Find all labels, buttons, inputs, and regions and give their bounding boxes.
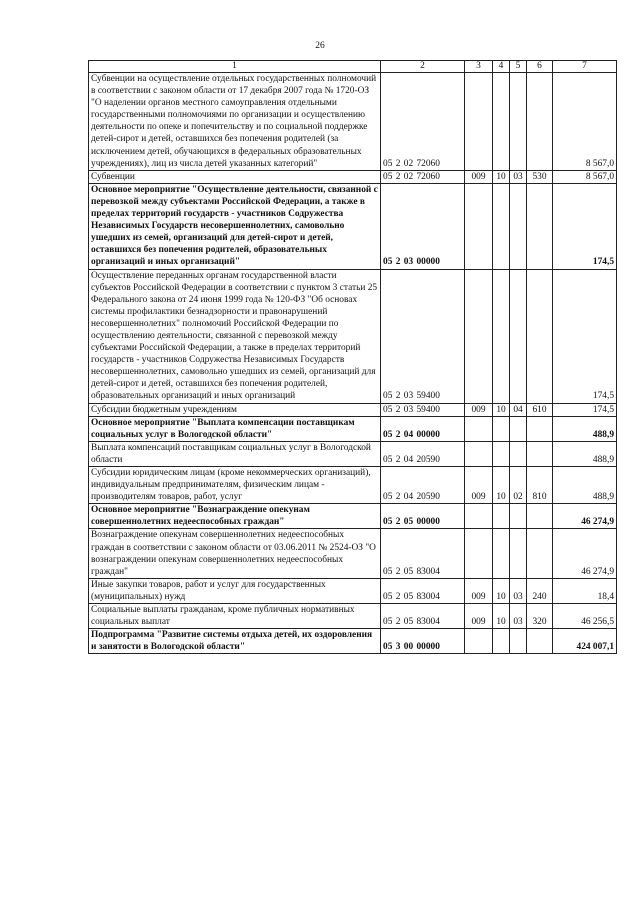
cell-c5: [510, 183, 527, 269]
cell-c3: 009: [465, 403, 493, 416]
cell-c3: [465, 629, 493, 654]
cell-c6: 320: [527, 604, 553, 629]
cell-amount: 424 007,1: [553, 629, 617, 654]
table-row: [89, 170, 617, 183]
cell-name: Субсидии юридическим лицам (кроме некоммерческих организаций), индивидуальным предпринимателям, физическим лицам - производителям товаров, работ, услуг: [89, 467, 381, 504]
cell-amount: 174,5: [553, 403, 617, 416]
cell-c3: [465, 183, 493, 269]
cell-code: 05 2 04 20590: [381, 441, 465, 466]
cell-name: Субсидии бюджетным учреждениям: [89, 403, 381, 416]
table-row: [89, 529, 617, 578]
cell-c5: [510, 629, 527, 654]
cell-c5: [510, 73, 527, 171]
cell-c6: [527, 269, 553, 403]
table-row: [89, 467, 617, 504]
cell-c5: 02: [510, 467, 527, 504]
table-row: [89, 504, 617, 529]
cell-amount: 488,9: [553, 441, 617, 466]
table-header-row: [89, 61, 617, 73]
cell-c4: [493, 73, 510, 171]
cell-c6: [527, 73, 553, 171]
cell-c4: [493, 504, 510, 529]
cell-c4: 10: [493, 604, 510, 629]
cell-c3: [465, 416, 493, 441]
table-row: [89, 629, 617, 654]
cell-code: 05 2 02 72060: [381, 73, 465, 171]
cell-c6: [527, 183, 553, 269]
cell-c4: [493, 269, 510, 403]
cell-c5: [510, 504, 527, 529]
cell-amount: 488,9: [553, 416, 617, 441]
cell-c3: 009: [465, 467, 493, 504]
cell-c3: 009: [465, 578, 493, 603]
cell-c5: 03: [510, 604, 527, 629]
cell-c5: [510, 441, 527, 466]
cell-amount: 488,9: [553, 467, 617, 504]
cell-c4: [493, 416, 510, 441]
table-row: [89, 403, 617, 416]
cell-c5: [510, 416, 527, 441]
cell-c5: [510, 269, 527, 403]
cell-c3: 009: [465, 604, 493, 629]
cell-code: 05 2 04 20590: [381, 467, 465, 504]
cell-code: 05 2 05 00000: [381, 504, 465, 529]
header-cell: 7: [553, 61, 617, 73]
table-row: [89, 578, 617, 603]
cell-code: 05 2 05 83004: [381, 529, 465, 578]
cell-code: 05 2 03 59400: [381, 269, 465, 403]
cell-code: 05 2 03 59400: [381, 403, 465, 416]
cell-amount: 8 567,0: [553, 170, 617, 183]
cell-c6: [527, 504, 553, 529]
cell-name: Социальные выплаты гражданам, кроме публичных нормативных социальных выплат: [89, 604, 381, 629]
cell-c5: 03: [510, 578, 527, 603]
cell-code: 05 2 04 00000: [381, 416, 465, 441]
header-cell: 5: [510, 61, 527, 73]
cell-c4: 10: [493, 467, 510, 504]
table-row: [89, 604, 617, 629]
cell-amount: 174,5: [553, 269, 617, 403]
cell-c6: [527, 629, 553, 654]
page-number: 26: [315, 41, 325, 51]
cell-amount: 174,5: [553, 183, 617, 269]
cell-code: 05 2 03 00000: [381, 183, 465, 269]
cell-c6: [527, 416, 553, 441]
cell-c6: [527, 529, 553, 578]
cell-code: 05 3 00 00000: [381, 629, 465, 654]
cell-name: Основное мероприятие "Вознаграждение опекунам совершеннолетних недееспособных граждан": [89, 504, 381, 529]
table-row: [89, 416, 617, 441]
cell-c5: 04: [510, 403, 527, 416]
header-cell: 3: [465, 61, 493, 73]
header-cell: 6: [527, 61, 553, 73]
cell-c6: [527, 441, 553, 466]
cell-c3: 009: [465, 170, 493, 183]
cell-c3: [465, 504, 493, 529]
cell-c3: [465, 529, 493, 578]
cell-code: 05 2 05 83004: [381, 604, 465, 629]
cell-c3: [465, 269, 493, 403]
cell-amount: 8 567,0: [553, 73, 617, 171]
cell-name: Основное мероприятие "Осуществление деятельности, связанной с перевозкой между субъектами Российской Федерации, а также в пределах территорий государств - участников Содружества Независимых Государств несовершеннолетних, самовольно ушедших из семей, организаций для детей-сирот и детей, оставшихся без попечения родителей, образовательных организаций и иных организаций": [89, 183, 381, 269]
cell-c4: [493, 529, 510, 578]
table-row: [89, 183, 617, 269]
cell-amount: 46 274,9: [553, 504, 617, 529]
cell-name: Осуществление переданных органам государственной власти субъектов Российской Федерации в соответствии с пунктом 3 статьи 25 Федерального закона от 24 июня 1999 года № 120-ФЗ "Об основах системы профилактики безнадзорности и правонарушений несовершеннолетних" полномочий Российской Федерации по осуществлению деятельности, связанной с перевозкой между субъектами Российской Федерации, а также в пределах территорий государств - участников Содружества Независимых Государств несовершеннолетних, самовольно ушедших из семей, организаций для детей-сирот и детей, оставшихся без попечения родителей, образовательных организаций и иных организаций: [89, 269, 381, 403]
cell-amount: 46 256,5: [553, 604, 617, 629]
cell-name: Вознаграждение опекунам совершеннолетних недееспособных граждан в соответствии с законом области от 03.06.2011 № 2524-ОЗ "О вознаграждении опекунам совершеннолетних недееспособных граждан": [89, 529, 381, 578]
cell-amount: 46 274,9: [553, 529, 617, 578]
cell-c4: [493, 629, 510, 654]
cell-c4: [493, 441, 510, 466]
cell-name: Иные закупки товаров, работ и услуг для государственных (муниципальных) нужд: [89, 578, 381, 603]
cell-c4: 10: [493, 578, 510, 603]
cell-name: Выплата компенсаций поставщикам социальных услуг в Вологодской области: [89, 441, 381, 466]
cell-code: 05 2 02 72060: [381, 170, 465, 183]
header-cell: 4: [493, 61, 510, 73]
header-cell: 1: [89, 61, 381, 73]
cell-c3: [465, 73, 493, 171]
cell-code: 05 2 05 83004: [381, 578, 465, 603]
cell-c4: 10: [493, 170, 510, 183]
cell-name: Субвенции: [89, 170, 381, 183]
cell-name: Субвенции на осуществление отдельных государственных полномочий в соответствии с законом области от 17 декабря 2007 года № 1720-ОЗ "О наделении органов местного самоуправления отдельными государственными полномочиями по организации и осуществлению деятельности по опеке и попечительству и по социальной поддержке детей-сирот и детей, оставшихся без попечения родителей (за исключением детей, обучающихся в федеральных образовательных учреждениях), лиц из числа детей указанных категорий": [89, 73, 381, 171]
table-row: [89, 269, 617, 403]
cell-amount: 18,4: [553, 578, 617, 603]
cell-c6: 810: [527, 467, 553, 504]
cell-name: Подпрограмма "Развитие системы отдыха детей, их оздоровления и занятости в Вологодской области": [89, 629, 381, 654]
cell-name: Основное мероприятие "Выплата компенсации поставщикам социальных услуг в Вологодской области": [89, 416, 381, 441]
cell-c5: 03: [510, 170, 527, 183]
cell-c4: [493, 183, 510, 269]
cell-c6: 530: [527, 170, 553, 183]
table-row: [89, 73, 617, 171]
cell-c3: [465, 441, 493, 466]
table-row: [89, 441, 617, 466]
budget-table: [88, 60, 617, 654]
cell-c6: 240: [527, 578, 553, 603]
cell-c4: 10: [493, 403, 510, 416]
header-cell: 2: [381, 61, 465, 73]
cell-c6: 610: [527, 403, 553, 416]
cell-c5: [510, 529, 527, 578]
